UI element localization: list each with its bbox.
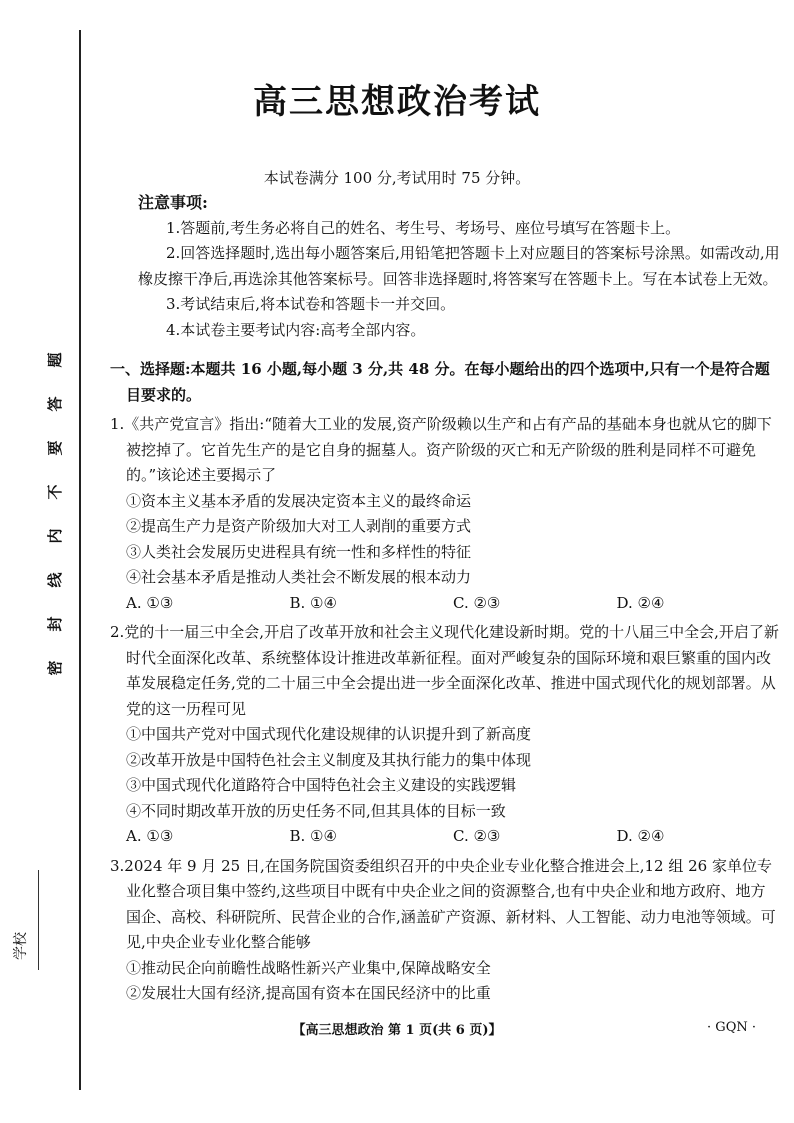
question-option: ④社会基本矛盾是推动人类社会不断发展的根本动力 bbox=[126, 568, 472, 586]
notice-item: 4.本试卷主要考试内容:高考全部内容。 bbox=[166, 320, 426, 339]
seal-char: 内 bbox=[46, 528, 64, 544]
answer-choice: A. ①③ bbox=[126, 593, 174, 612]
question-option: ②改革开放是中国特色社会主义制度及其执行能力的集中体现 bbox=[126, 750, 532, 769]
answer-choice: B. ①④ bbox=[289, 827, 337, 845]
section-heading: 一、选择题:本题共 16 小题,每小题 3 分,共 48 分。在每小题给出的四个选项中,只有一个是符合题目要求的。 bbox=[110, 360, 770, 404]
answer-choices bbox=[110, 824, 780, 850]
answer-choice: B. ①④ bbox=[289, 593, 337, 612]
notice-item: 2.回答选择题时,选出每小题答案后,用铅笔把答题卡上对应题目的答案标号涂黑。如需改动,用橡皮擦干净后,再选涂其他答案标号。回答非选择题时,将答案写在答题卡上。写在本试卷上无效。 bbox=[138, 244, 780, 288]
notice-item: 1.答题前,考生务必将自己的姓名、考生号、考场号、座位号填写在答题卡上。 bbox=[166, 218, 681, 237]
question-option: ①中国共产党对中国式现代化建设规律的认识提升到了新高度 bbox=[126, 725, 532, 743]
answer-choice: D. ②④ bbox=[616, 827, 665, 845]
question-option: ①推动民企向前瞻性战略性新兴产业集中,保障战略安全 bbox=[126, 958, 491, 977]
seal-char: 封 bbox=[46, 616, 64, 632]
exam-subtitle: 本试卷满分 100 分,考试用时 75 分钟。 bbox=[263, 169, 531, 187]
question-stem: 3.2024 年 9 月 25 日,在国务院国资委组织召开的中央企业专业化整合推进会上,12 组 26 家单位专业化整合项目集中签约,这些项目中既有中央企业之间的资源整合,也有中央企业和地方政府、地方国企、高校、科研院所、民营企业的合作,涵盖矿产资源、新材料、人工智能、动力电池等领域。可见,中央企业专业化整合能够 bbox=[110, 856, 776, 951]
seal-char: 题 bbox=[46, 352, 64, 368]
seal-line-text bbox=[40, 345, 70, 697]
question-2 bbox=[110, 620, 780, 850]
binding-margin-line bbox=[79, 30, 81, 1090]
question-option: ①资本主义基本矛盾的发展决定资本主义的最终命运 bbox=[126, 491, 472, 510]
seal-char: 不 bbox=[46, 484, 64, 500]
exam-title: 高三思想政治考试 bbox=[253, 82, 541, 122]
page-content bbox=[110, 190, 780, 1007]
notice-list bbox=[138, 216, 780, 344]
seal-char: 要 bbox=[46, 440, 64, 456]
answer-choice: D. ②④ bbox=[616, 593, 665, 612]
answer-choice: A. ①③ bbox=[126, 827, 174, 845]
question-option: ②提高生产力是资产阶级加大对工人剥削的重要方式 bbox=[126, 517, 472, 535]
notice-heading: 注意事项: bbox=[138, 193, 208, 212]
question-option: ③中国式现代化道路符合中国特色社会主义建设的实践逻辑 bbox=[126, 776, 517, 794]
question-stem: 2.党的十一届三中全会,开启了改革开放和社会主义现代化建设新时期。党的十八届三中全会,开启了新时代全面深化改革、系统整体设计推进改革新征程。面对严峻复杂的国际环境和艰巨繁重的国内改革发展稳定任务,党的二十届三中全会提出进一步全面深化改革、推进中国式现代化的规划部署。从党的这一历程可见 bbox=[110, 623, 779, 718]
answer-choices bbox=[110, 591, 780, 617]
footer-code: · GQN · bbox=[707, 1020, 756, 1035]
question-option: ③人类社会发展历史进程具有统一性和多样性的特征 bbox=[126, 542, 472, 561]
school-label: 学校 bbox=[13, 932, 29, 960]
question-option: ②发展壮大国有经济,提高国有资本在国民经济中的比重 bbox=[126, 984, 491, 1002]
seal-char: 答 bbox=[46, 396, 64, 412]
answer-choice: C. ②③ bbox=[453, 827, 501, 845]
answer-choice: C. ②③ bbox=[453, 593, 501, 612]
seal-char: 线 bbox=[46, 572, 64, 588]
question-3 bbox=[110, 854, 780, 1007]
question-option: ④不同时期改革开放的历史任务不同,但其具体的目标一致 bbox=[126, 801, 506, 820]
page-footer: 【高三思想政治 第 1 页(共 6 页)】 bbox=[292, 1023, 502, 1038]
notice-item: 3.考试结束后,将本试卷和答题卡一并交回。 bbox=[166, 295, 456, 313]
seal-char: 密 bbox=[46, 660, 64, 676]
question-stem: 1.《共产党宣言》指出:“随着大工业的发展,资产阶级赖以生产和占有产品的基础本身也就从它的脚下被挖掉了。它首先生产的是它自身的掘墓人。资产阶级的灭亡和无产阶级的胜利是同样不可避免的。”该论述主要揭示了 bbox=[110, 415, 772, 484]
question-1 bbox=[110, 412, 780, 616]
school-fill-line bbox=[38, 870, 39, 970]
